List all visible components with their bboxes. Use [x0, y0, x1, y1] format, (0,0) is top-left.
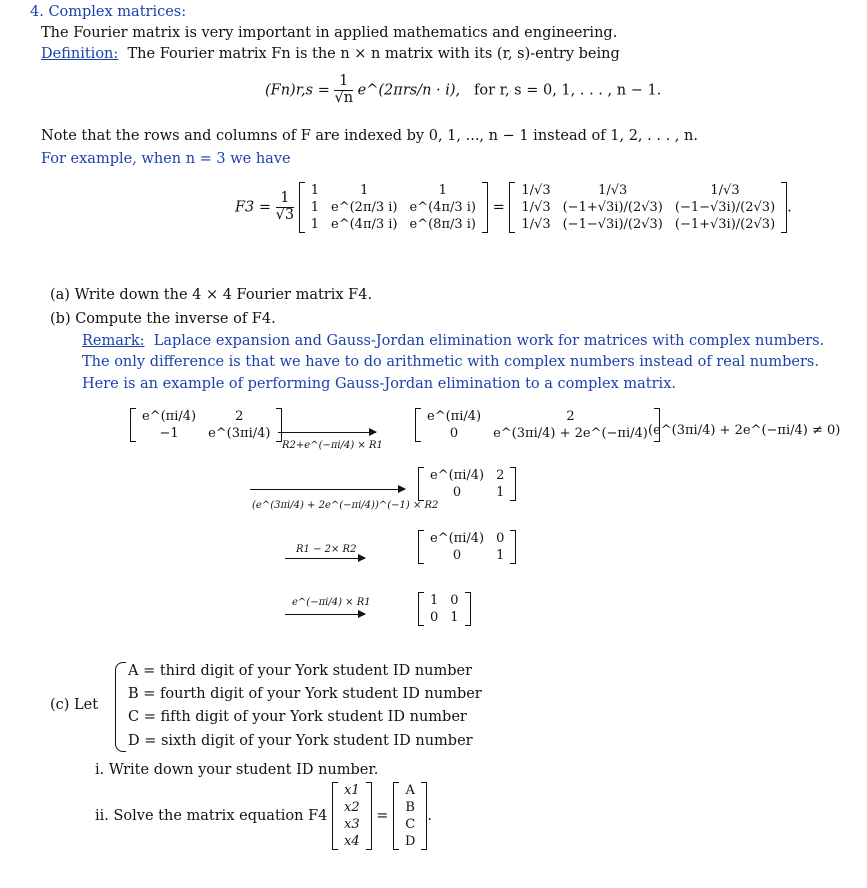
remark-line3: Here is an example of performing Gauss-Jordan elimination to a complex matrix.: [82, 376, 676, 392]
f3v-1-0: 1/√3: [521, 200, 551, 215]
f3e-1-1: e^(2π/3 i): [331, 200, 398, 215]
remark-line1-wrap: [82, 333, 824, 349]
f3v-2-2: (−1+√3i)/(2√3): [674, 217, 776, 232]
gj-m1-1-1: e^(3πi/4) + 2e^(−πi/4): [493, 426, 648, 441]
gj-condition: (e^(3πi/4) + 2e^(−πi/4) ≠ 0): [648, 423, 841, 438]
entry-formula: [265, 74, 661, 107]
f3v-2-1: (−1−√3i)/(2√3): [562, 217, 663, 232]
part-c-def-c: C = fifth digit of your York student ID number: [128, 709, 467, 725]
note-text: Note that the rows and columns of F are indexed by 0, 1, ..., n − 1 instead of 1, 2, . . . , n.: [41, 128, 698, 144]
f3-val-matrix: [509, 182, 787, 233]
gj-m2-0-1: 2: [496, 468, 505, 483]
gj-m1-0-0: e^(πi/4): [427, 409, 482, 424]
part-c-def-a: A = third digit of your York student ID number: [128, 663, 473, 679]
gj-m0: [130, 408, 282, 442]
rhs-vector-d: D: [404, 834, 416, 849]
gj-m0-0-1: 2: [235, 409, 244, 424]
f3v-0-0: 1/√3: [521, 183, 551, 198]
remark-label: Remark:: [82, 333, 145, 349]
frac-den: √n: [334, 89, 354, 106]
entry-formula-frac: [334, 74, 353, 107]
f3v-0-1: 1/√3: [598, 183, 628, 198]
f3-equation: F3 = $\frac{1}{√3}$ 1 1 1 1 e^(2π/3 i) e^(4π/3 i) 1 e^(4π/3 i) e^(8π/3 i) = 1/√3 1/√3 1/√3 1/√3 (−1+√3i)/(2√3) (−1−√3i)/(2√3) 1/√3 (−1−√3i)/(2√3) (−1+√3i)/(2√3) .: [235, 183, 792, 232]
f3e-0-1: 1: [360, 183, 369, 198]
problem-heading: 4. Complex matrices:: [30, 4, 187, 20]
rhs-vector-a: A: [405, 783, 415, 798]
x-vector: [332, 782, 372, 850]
f3e-2-1: e^(4π/3 i): [331, 217, 398, 232]
gj-arrow-1: [278, 432, 376, 433]
entry-formula-lhs: (Fn)r,s =: [265, 82, 330, 99]
gj-m1-1-0: 0: [449, 426, 459, 441]
f3e-2-0: 1: [310, 217, 320, 232]
rhs-vector-b: B: [405, 800, 415, 815]
gj-m3: [418, 530, 516, 564]
f3e-0-0: 1: [310, 183, 320, 198]
example-intro: For example, when n = 3 we have: [41, 151, 291, 167]
f3e-0-2: 1: [438, 183, 447, 198]
f3v-0-2: 1/√3: [710, 183, 740, 198]
f3-scalar: [276, 191, 294, 224]
remark-line1: Laplace expansion and Gauss-Jordan elimination work for matrices with complex numbers.: [153, 333, 825, 349]
f3v-1-2: (−1−√3i)/(2√3): [674, 200, 776, 215]
f3-scalar-num: 1: [276, 191, 294, 208]
gj-m1: [415, 408, 660, 442]
remark-line2: The only difference is that we have to do arithmetic with complex numbers instead of real numbers.: [82, 354, 819, 370]
gj-op1: R2+e^(−πi/4) × R1: [282, 440, 383, 451]
part-c-ii-text: ii. Solve the matrix equation F4: [95, 808, 328, 824]
gj-m3-1-1: 1: [496, 548, 505, 563]
gj-m2-1-0: 0: [452, 485, 462, 500]
part-c-def-d: D = sixth digit of your York student ID number: [128, 733, 473, 749]
gj-m3-0-0: e^(πi/4): [430, 531, 485, 546]
f3-lhs: F3 =: [235, 199, 272, 216]
gj-arrow-4: [285, 614, 365, 615]
gj-m1-0-1: 2: [566, 409, 575, 424]
f3v-2-0: 1/√3: [521, 217, 551, 232]
gj-op3: R1 − 2× R2: [296, 544, 357, 555]
f3e-2-2: e^(8π/3 i): [409, 217, 477, 232]
rhs-vector: [393, 782, 427, 850]
gj-op2: (e^(3πi/4) + 2e^(−πi/4))^(−1) × R2: [252, 500, 439, 511]
gj-m4-0-1: 0: [450, 593, 459, 608]
x-vector-3: x3: [344, 817, 360, 832]
gj-arrow-3: [285, 558, 365, 559]
gj-m4-1-1: 1: [450, 610, 459, 625]
x-vector-1: x1: [344, 783, 360, 798]
rhs-vector-c: C: [405, 817, 416, 832]
gj-m4-1-0: 0: [430, 610, 439, 625]
gj-m2-1-1: 1: [496, 485, 505, 500]
part-b: (b) Compute the inverse of F4.: [50, 311, 276, 327]
gj-m2-0-0: e^(πi/4): [430, 468, 485, 483]
f3e-1-0: 1: [310, 200, 320, 215]
definition-text: The Fourier matrix Fn is the n × n matrix with its (r, s)-entry being: [127, 46, 620, 62]
entry-formula-exp: e^(2πrs/n · i),: [357, 82, 461, 99]
x-vector-4: x4: [344, 834, 360, 849]
gj-m2: [418, 467, 516, 501]
equals-sign: =: [376, 808, 389, 824]
gj-m0-1-1: e^(3πi/4): [208, 426, 271, 441]
gj-m0-1-0: −1: [159, 426, 179, 441]
gj-arrow-2: [250, 489, 405, 490]
gj-m3-0-1: 0: [496, 531, 505, 546]
part-c-label: (c) Let: [50, 697, 99, 713]
f3-exp-matrix: [299, 182, 488, 233]
gj-op4: e^(−πi/4) × R1: [292, 597, 371, 608]
part-c-def-b: B = fourth digit of your York student ID number: [128, 686, 482, 702]
gj-m3-1-0: 0: [452, 548, 462, 563]
f3e-1-2: e^(4π/3 i): [409, 200, 477, 215]
part-c-ii-equation: ii. Solve the matrix equation F4 x1 x2 x3 x4 = A B C D .: [95, 783, 433, 849]
part-c-i: i. Write down your student ID number.: [95, 762, 379, 778]
definition-label: Definition:: [41, 46, 119, 62]
gj-m4-0-0: 1: [430, 593, 439, 608]
entry-formula-range: for r, s = 0, 1, . . . , n − 1.: [473, 82, 662, 99]
frac-num: 1: [334, 74, 353, 91]
gj-m4: [418, 592, 471, 626]
f3-scalar-den: √3: [275, 207, 295, 223]
intro-text: The Fourier matrix is very important in applied mathematics and engineering.: [41, 25, 618, 41]
definition-line: [41, 46, 620, 62]
gj-m0-0-0: e^(πi/4): [142, 409, 197, 424]
part-c-brace: [115, 662, 126, 752]
x-vector-2: x2: [344, 800, 360, 815]
part-a: (a) Write down the 4 × 4 Fourier matrix F4.: [50, 287, 373, 303]
f3v-1-1: (−1+√3i)/(2√3): [562, 200, 663, 215]
